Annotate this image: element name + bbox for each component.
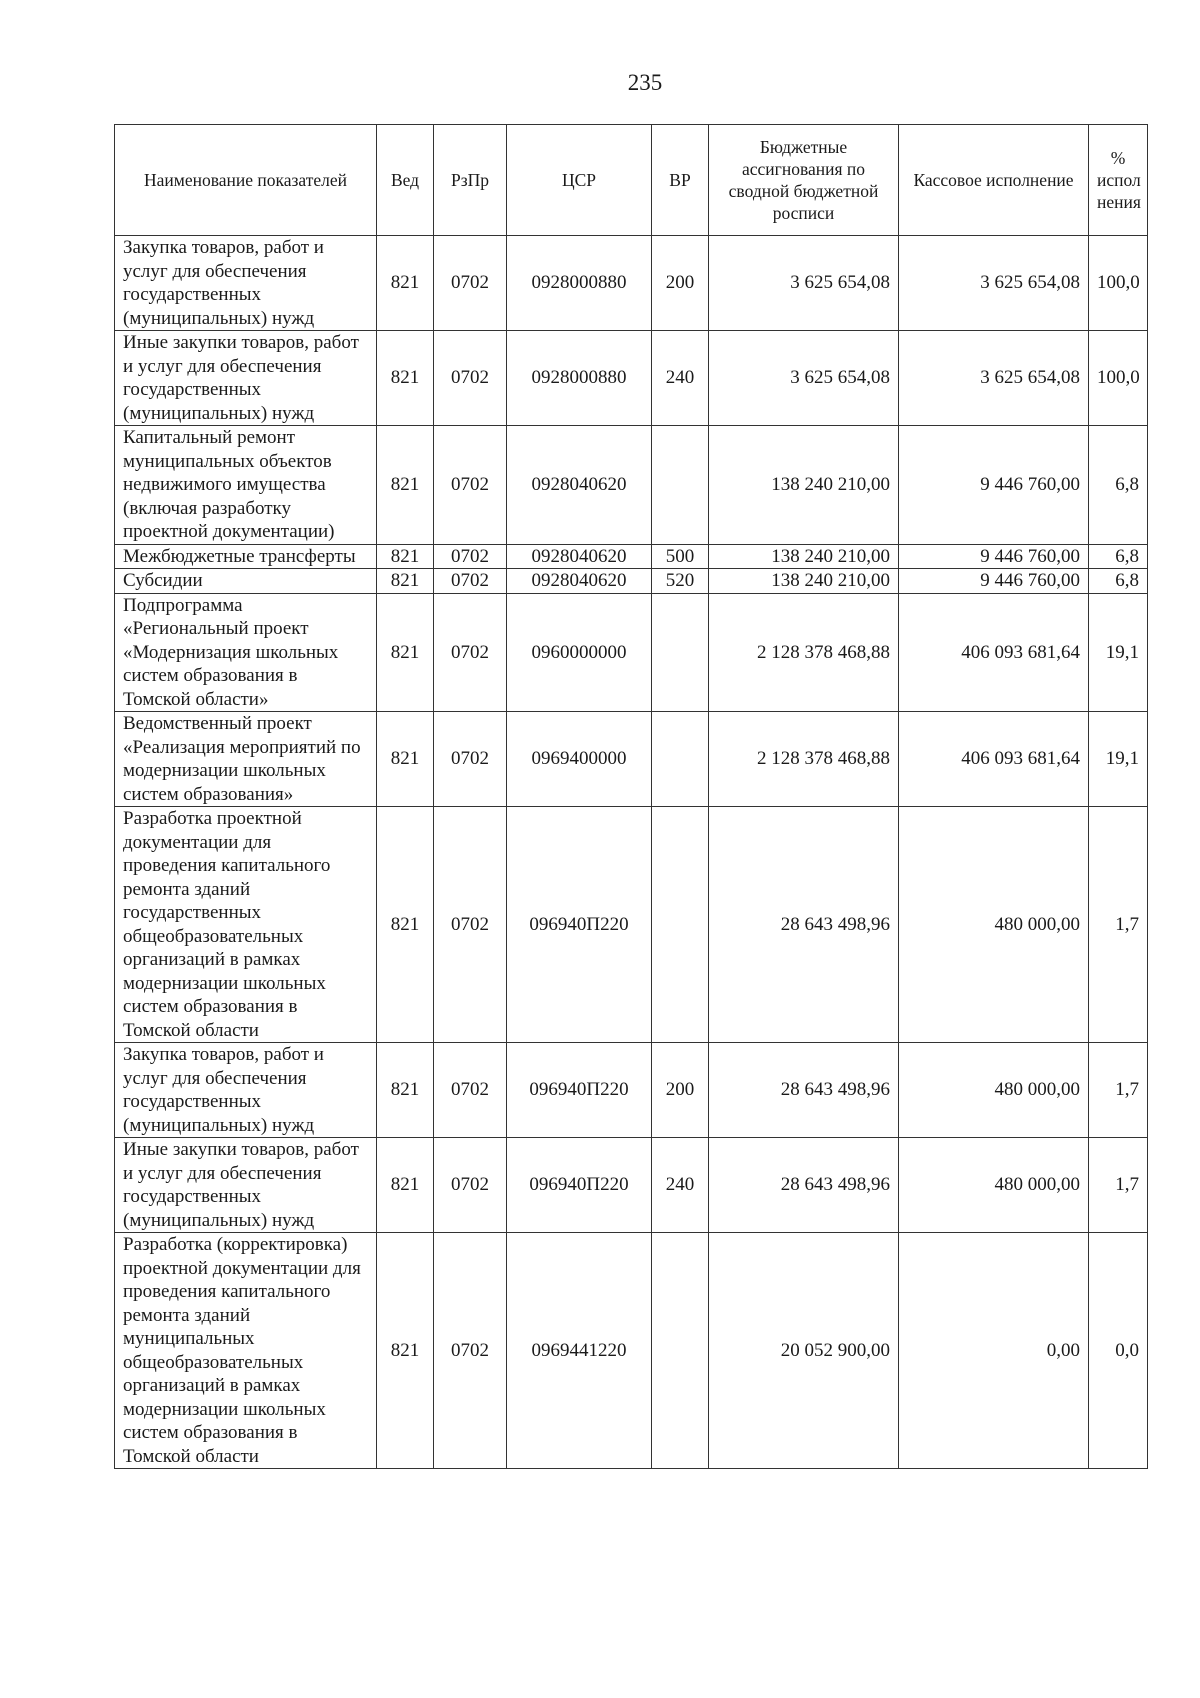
row-cash: 480 000,00 bbox=[899, 1043, 1089, 1138]
row-name: Иные закупки товаров, работ и услуг для обеспечения государственных (муниципальных) нужд bbox=[115, 1138, 377, 1233]
header-csr: ЦСР bbox=[507, 125, 652, 236]
row-ved: 821 bbox=[377, 807, 434, 1043]
page-number: 235 bbox=[627, 70, 663, 95]
row-percent: 0,0 bbox=[1089, 1233, 1148, 1469]
row-percent: 100,0 bbox=[1089, 331, 1148, 426]
row-csr: 0928040620 bbox=[507, 544, 652, 569]
budget-table bbox=[114, 124, 1148, 1469]
header-percent: % испол нения bbox=[1089, 125, 1148, 236]
row-cash: 9 446 760,00 bbox=[899, 569, 1089, 594]
row-csr: 0928000880 bbox=[507, 236, 652, 331]
row-budget: 3 625 654,08 bbox=[709, 331, 899, 426]
row-budget: 2 128 378 468,88 bbox=[709, 593, 899, 712]
row-rzpr: 0702 bbox=[434, 593, 507, 712]
row-ved: 821 bbox=[377, 593, 434, 712]
row-cash: 406 093 681,64 bbox=[899, 593, 1089, 712]
row-ved: 821 bbox=[377, 1138, 434, 1233]
row-cash: 3 625 654,08 bbox=[899, 331, 1089, 426]
row-percent: 19,1 bbox=[1089, 593, 1148, 712]
table-row bbox=[115, 593, 1148, 712]
row-csr: 0928000880 bbox=[507, 331, 652, 426]
table-row bbox=[115, 569, 1148, 594]
row-vr bbox=[652, 1233, 709, 1469]
row-name: Закупка товаров, работ и услуг для обеспечения государственных (муниципальных) нужд bbox=[115, 236, 377, 331]
row-csr: 096940П220 bbox=[507, 807, 652, 1043]
row-cash: 9 446 760,00 bbox=[899, 426, 1089, 545]
row-cash: 406 093 681,64 bbox=[899, 712, 1089, 807]
table-row bbox=[115, 712, 1148, 807]
row-name: Закупка товаров, работ и услуг для обеспечения государственных (муниципальных) нужд bbox=[115, 1043, 377, 1138]
row-budget: 28 643 498,96 bbox=[709, 1138, 899, 1233]
row-name: Субсидии bbox=[115, 569, 377, 594]
row-csr: 096940П220 bbox=[507, 1138, 652, 1233]
row-budget: 20 052 900,00 bbox=[709, 1233, 899, 1469]
table-row bbox=[115, 331, 1148, 426]
row-percent: 6,8 bbox=[1089, 569, 1148, 594]
row-rzpr: 0702 bbox=[434, 712, 507, 807]
row-vr: 200 bbox=[652, 236, 709, 331]
row-budget: 28 643 498,96 bbox=[709, 807, 899, 1043]
row-vr bbox=[652, 807, 709, 1043]
table-row bbox=[115, 1233, 1148, 1469]
row-csr: 0928040620 bbox=[507, 426, 652, 545]
row-ved: 821 bbox=[377, 426, 434, 545]
header-cash: Кассовое исполнение bbox=[899, 125, 1089, 236]
row-vr: 200 bbox=[652, 1043, 709, 1138]
row-rzpr: 0702 bbox=[434, 331, 507, 426]
row-ved: 821 bbox=[377, 712, 434, 807]
row-vr: 240 bbox=[652, 1138, 709, 1233]
row-budget: 138 240 210,00 bbox=[709, 426, 899, 545]
row-budget: 138 240 210,00 bbox=[709, 569, 899, 594]
table-row bbox=[115, 1138, 1148, 1233]
row-budget: 28 643 498,96 bbox=[709, 1043, 899, 1138]
row-vr bbox=[652, 593, 709, 712]
row-rzpr: 0702 bbox=[434, 1043, 507, 1138]
row-name: Разработка (корректировка) проектной документации для проведения капитального ремонта зданий муниципальных общеобразовательных организаций в рамках модернизации школьных систем образования в Томской области bbox=[115, 1233, 377, 1469]
row-vr: 520 bbox=[652, 569, 709, 594]
row-rzpr: 0702 bbox=[434, 1138, 507, 1233]
row-ved: 821 bbox=[377, 569, 434, 594]
row-name: Капитальный ремонт муниципальных объектов недвижимого имущества (включая разработку проектной документации) bbox=[115, 426, 377, 545]
row-vr: 500 bbox=[652, 544, 709, 569]
table-row bbox=[115, 236, 1148, 331]
row-percent: 1,7 bbox=[1089, 807, 1148, 1043]
row-rzpr: 0702 bbox=[434, 807, 507, 1043]
row-name: Ведомственный проект «Реализация мероприятий по модернизации школьных систем образования» bbox=[115, 712, 377, 807]
row-ved: 821 bbox=[377, 1043, 434, 1138]
row-vr: 240 bbox=[652, 331, 709, 426]
row-cash: 9 446 760,00 bbox=[899, 544, 1089, 569]
row-percent: 19,1 bbox=[1089, 712, 1148, 807]
row-csr: 0960000000 bbox=[507, 593, 652, 712]
row-budget: 3 625 654,08 bbox=[709, 236, 899, 331]
row-name: Разработка проектной документации для проведения капитального ремонта зданий государственных общеобразовательных организаций в рамках модернизации школьных систем образования в Томской области bbox=[115, 807, 377, 1043]
row-ved: 821 bbox=[377, 1233, 434, 1469]
row-rzpr: 0702 bbox=[434, 1233, 507, 1469]
row-rzpr: 0702 bbox=[434, 569, 507, 594]
row-vr bbox=[652, 426, 709, 545]
header-rzpr: РзПр bbox=[434, 125, 507, 236]
header-ved: Вед bbox=[377, 125, 434, 236]
row-csr: 0928040620 bbox=[507, 569, 652, 594]
header-name: Наименование показателей bbox=[115, 125, 377, 236]
row-name: Подпрограмма «Региональный проект «Модернизация школьных систем образования в Томской области» bbox=[115, 593, 377, 712]
row-budget: 138 240 210,00 bbox=[709, 544, 899, 569]
table-row bbox=[115, 544, 1148, 569]
row-csr: 0969441220 bbox=[507, 1233, 652, 1469]
row-budget: 2 128 378 468,88 bbox=[709, 712, 899, 807]
row-cash: 480 000,00 bbox=[899, 807, 1089, 1043]
header-budget: Бюджетные ассигнования по сводной бюджетной росписи bbox=[709, 125, 899, 236]
row-name: Иные закупки товаров, работ и услуг для обеспечения государственных (муниципальных) нужд bbox=[115, 331, 377, 426]
row-rzpr: 0702 bbox=[434, 544, 507, 569]
row-percent: 1,7 bbox=[1089, 1138, 1148, 1233]
row-rzpr: 0702 bbox=[434, 426, 507, 545]
table-row bbox=[115, 426, 1148, 545]
row-csr: 096940П220 bbox=[507, 1043, 652, 1138]
row-percent: 6,8 bbox=[1089, 426, 1148, 545]
table-header-row bbox=[115, 125, 1148, 236]
row-cash: 3 625 654,08 bbox=[899, 236, 1089, 331]
row-ved: 821 bbox=[377, 544, 434, 569]
row-csr: 0969400000 bbox=[507, 712, 652, 807]
row-vr bbox=[652, 712, 709, 807]
row-ved: 821 bbox=[377, 331, 434, 426]
table-row bbox=[115, 1043, 1148, 1138]
row-cash: 480 000,00 bbox=[899, 1138, 1089, 1233]
table-row bbox=[115, 807, 1148, 1043]
header-vr: ВР bbox=[652, 125, 709, 236]
row-percent: 1,7 bbox=[1089, 1043, 1148, 1138]
row-percent: 100,0 bbox=[1089, 236, 1148, 331]
row-ved: 821 bbox=[377, 236, 434, 331]
row-percent: 6,8 bbox=[1089, 544, 1148, 569]
row-cash: 0,00 bbox=[899, 1233, 1089, 1469]
row-name: Межбюджетные трансферты bbox=[115, 544, 377, 569]
row-rzpr: 0702 bbox=[434, 236, 507, 331]
